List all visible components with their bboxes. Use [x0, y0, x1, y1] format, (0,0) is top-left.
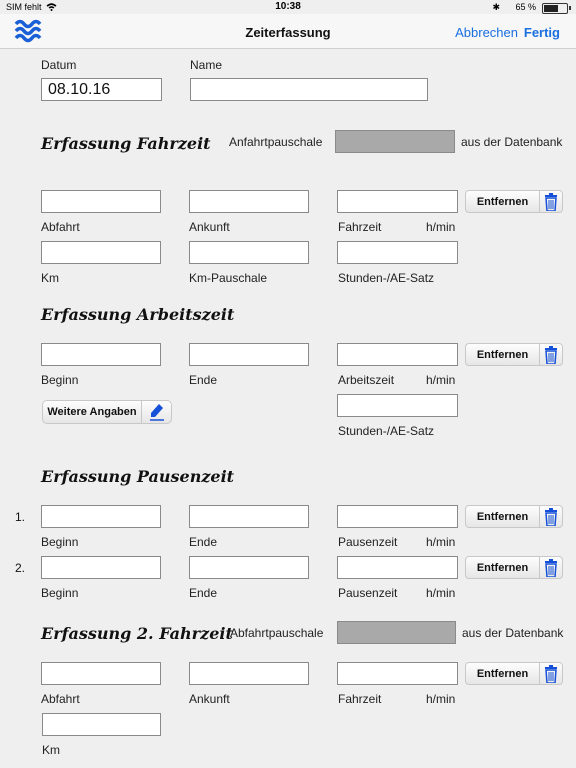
beginn-field[interactable]	[41, 343, 161, 366]
pause-ende-label: Ende	[189, 586, 218, 600]
ankunft-label: Ankunft	[189, 220, 230, 234]
km-pauschale-field[interactable]	[189, 241, 309, 264]
status-bar	[0, 0, 576, 14]
abfahrt-2-label: Abfahrt	[41, 692, 80, 706]
trash-icon	[540, 559, 562, 577]
remove-label: Entfernen	[476, 348, 529, 361]
abfahrt-label: Abfahrt	[41, 220, 80, 234]
arbeitszeit-satz-field[interactable]	[337, 394, 458, 417]
trash-icon	[540, 346, 562, 364]
ende-field[interactable]	[189, 343, 309, 366]
km-field[interactable]	[41, 241, 161, 264]
km-2-field[interactable]	[42, 713, 161, 736]
remove-label: Entfernen	[476, 667, 529, 680]
pause-beginn-field[interactable]	[41, 505, 161, 528]
abfahrt-2-field[interactable]	[41, 662, 161, 685]
remove-fahrzeit-2-button[interactable]	[465, 662, 563, 685]
pause-beginn-label: Beginn	[41, 586, 79, 600]
done-button[interactable]: Fertig	[523, 25, 560, 40]
anfahrtpauschale-label: Anfahrtpauschale	[229, 135, 323, 149]
ankunft-2-label: Ankunft	[189, 692, 230, 706]
remove-arbeitszeit-button[interactable]	[465, 343, 563, 366]
fahrzeit-2-label: Fahrzeit	[338, 692, 382, 706]
section-title-arbeitszeit: Erfassung Arbeitszeit	[41, 305, 235, 324]
unit-label: h/min	[426, 692, 456, 706]
ankunft-field[interactable]	[189, 190, 309, 213]
fahrzeit-field[interactable]	[337, 190, 458, 213]
satz-field[interactable]	[337, 241, 458, 264]
km-label: Km	[41, 271, 59, 285]
datum-field[interactable]: 08.10.16	[41, 78, 162, 101]
abfahrtpauschale-label: Abfahrtpauschale	[230, 626, 324, 640]
pencil-icon	[142, 403, 171, 421]
section-title-fahrzeit-2: Erfassung 2. Fahrzeit	[41, 624, 233, 643]
battery-nub	[569, 6, 571, 10]
trash-icon	[540, 508, 562, 526]
pausenzeit-label: Pausenzeit	[338, 535, 398, 549]
fahrzeit-label: Fahrzeit	[338, 220, 382, 234]
km-2-label: Km	[42, 743, 60, 757]
section-title-fahrzeit: Erfassung Fahrzeit	[41, 134, 211, 153]
battery-fill	[544, 5, 558, 12]
arbeitszeit-label: Arbeitszeit	[338, 373, 395, 387]
bluetooth-icon: ✱	[492, 2, 500, 12]
satz-label: Stunden-/AE-Satz	[338, 271, 435, 285]
trash-icon	[540, 193, 562, 211]
battery-icon	[542, 3, 568, 14]
name-label: Name	[190, 58, 223, 72]
clock: 10:38	[275, 1, 301, 12]
cancel-button[interactable]: Abbrechen	[455, 25, 518, 40]
beginn-label: Beginn	[41, 373, 79, 387]
ankunft-2-field[interactable]	[189, 662, 309, 685]
unit-label: h/min	[426, 586, 456, 600]
more-details-label: Weitere Angaben	[47, 406, 137, 418]
pause-ende-label: Ende	[189, 535, 218, 549]
abfahrtpauschale-field	[337, 621, 456, 644]
ende-label: Ende	[189, 373, 218, 387]
unit-label: h/min	[426, 535, 456, 549]
km-pauschale-label: Km-Pauschale	[189, 271, 268, 285]
carrier-label: SIM fehlt	[6, 2, 42, 12]
remove-pause-button[interactable]	[465, 505, 563, 528]
remove-label: Entfernen	[476, 195, 529, 208]
arbeitszeit-satz-label: Stunden-/AE-Satz	[338, 424, 435, 438]
pausenzeit-field[interactable]	[337, 556, 458, 579]
page-title: Zeiterfassung	[245, 25, 331, 40]
pausenzeit-label: Pausenzeit	[338, 586, 398, 600]
trash-icon	[540, 665, 562, 683]
remove-fahrzeit-button[interactable]	[465, 190, 563, 213]
unit-label: h/min	[426, 373, 456, 387]
pausenzeit-field[interactable]	[337, 505, 458, 528]
section-title-pausenzeit: Erfassung Pausenzeit	[41, 467, 235, 486]
pause-row-number: 2.	[15, 561, 26, 575]
wave-logo-icon	[14, 18, 42, 44]
arbeitszeit-field[interactable]	[337, 343, 458, 366]
pause-row-number: 1.	[15, 510, 26, 524]
abfahrt-field[interactable]	[41, 190, 161, 213]
db-label: aus der Datenbank	[462, 626, 564, 640]
db-label: aus der Datenbank	[461, 135, 563, 149]
fahrzeit-2-field[interactable]	[337, 662, 458, 685]
pause-beginn-field[interactable]	[41, 556, 161, 579]
battery-percentage: 65 %	[515, 2, 536, 12]
pause-beginn-label: Beginn	[41, 535, 79, 549]
remove-label: Entfernen	[476, 510, 529, 523]
pause-ende-field[interactable]	[189, 505, 309, 528]
remove-label: Entfernen	[476, 561, 529, 574]
unit-label: h/min	[426, 220, 456, 234]
anfahrtpauschale-field	[335, 130, 455, 153]
name-field[interactable]	[190, 78, 428, 101]
remove-pause-button[interactable]	[465, 556, 563, 579]
more-details-button[interactable]	[42, 400, 172, 424]
pause-ende-field[interactable]	[189, 556, 309, 579]
navigation-bar	[0, 14, 576, 49]
datum-label: Datum	[41, 58, 77, 72]
